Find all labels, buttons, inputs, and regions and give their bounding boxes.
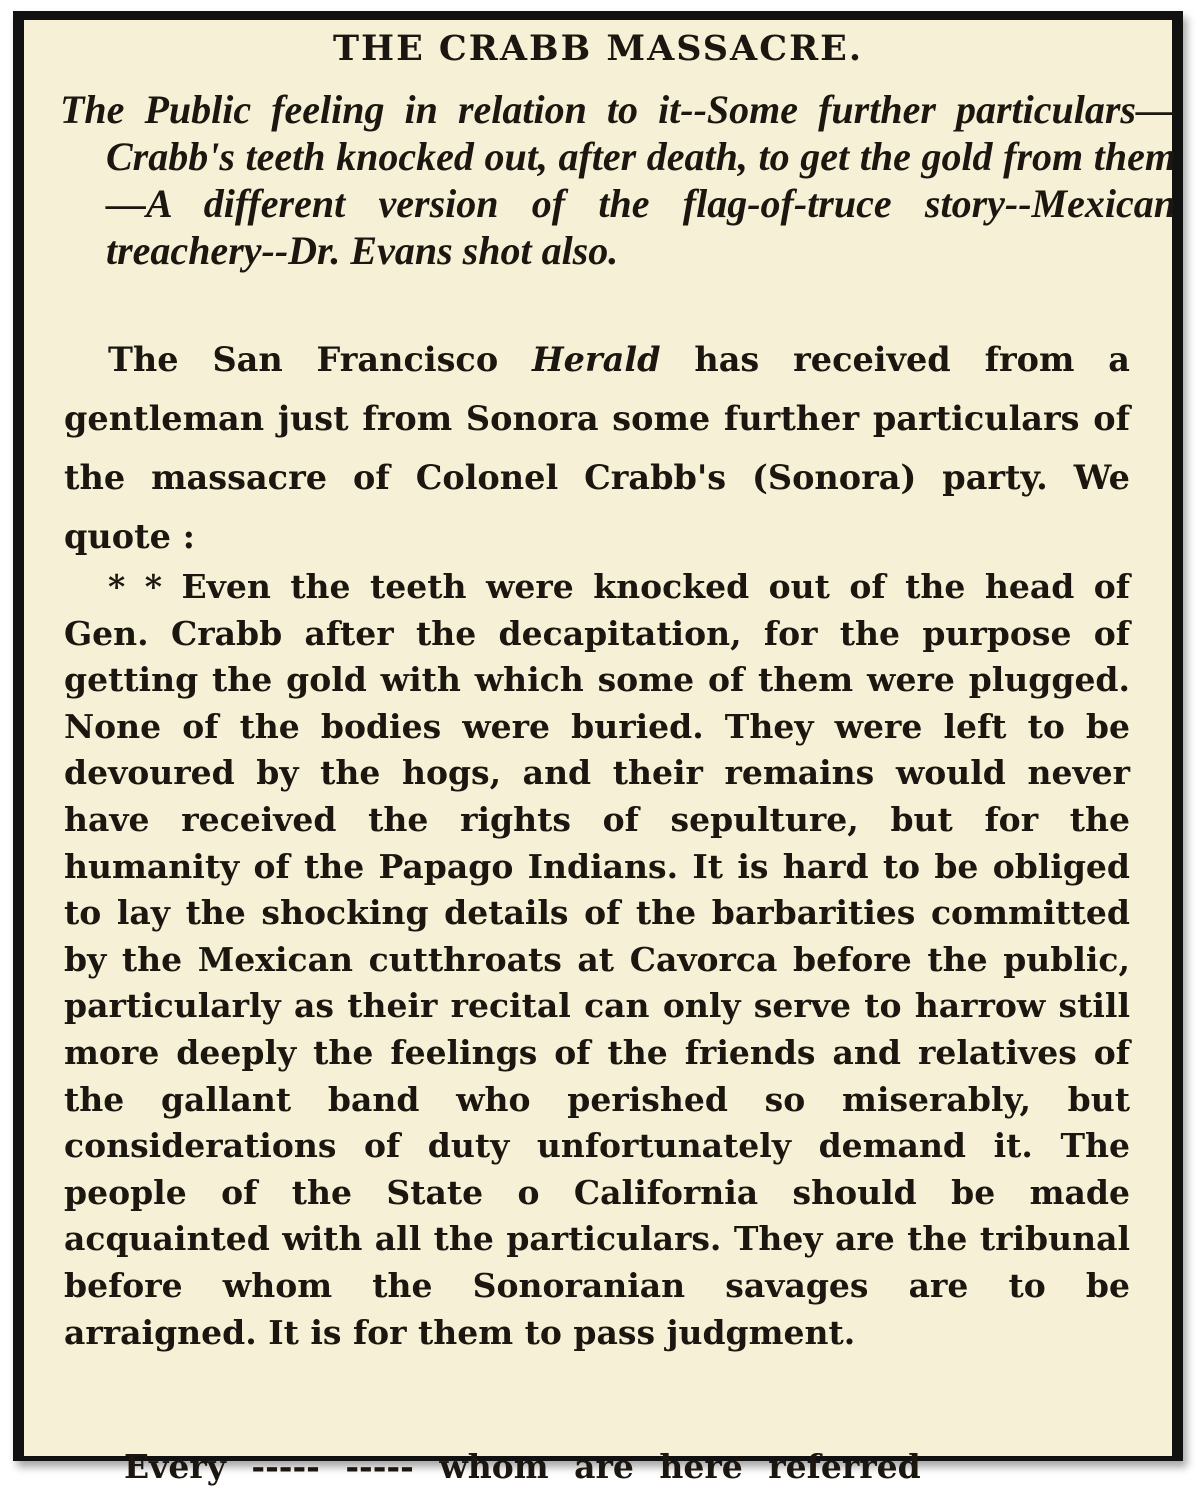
cut-off-text: Every ----- ----- whom are here referred [124, 1447, 921, 1486]
newspaper-name: Herald [532, 340, 661, 379]
headline: THE CRABB MASSACRE. [332, 28, 864, 69]
intro-paragraph [64, 330, 1130, 566]
intro-text-start: The San Francisco [108, 340, 533, 379]
intro-text-end: has received from a gentleman just from Sonora some further particulars of the massacre of Colonel Crabb's (Sonora) party. We quote : [64, 340, 1130, 556]
cut-off-next-line [124, 1422, 1134, 1486]
quoted-paragraph: * * Even the teeth were knocked out of the head of Gen. Crabb after the decapitation, for the purpose of getting the gold with which some of them were plugged. None of the bodies were buried. They were left to be devoured by the hogs, and their remains would never have received the rights of sepulture, but for the humanity of the Papago Indians. It is hard to be obliged to lay the shocking details of the barbarities committed by the Mexican cutthroats at Cavorca before the public, particularly as their recital can only serve to harrow still more deeply the feelings of the friends and relatives of the gallant band who perished so miserably, but considerations of duty unfortunately demand it. The people of the State o California should be made acquainted with all the particulars. They are the tribunal before whom the Sonoranian savages are to be arraigned. It is for them to pass judgment. [64, 567, 1130, 1352]
newspaper-clipping [24, 20, 1176, 1486]
subheadline-deck: The Public feeling in relation to it--Some further particulars—Crabb's teeth knocked out, after death, to get the gold from them—A different version of the flag-of-truce story--Mexican treachery--Dr. Evans shot also. [60, 87, 1176, 273]
